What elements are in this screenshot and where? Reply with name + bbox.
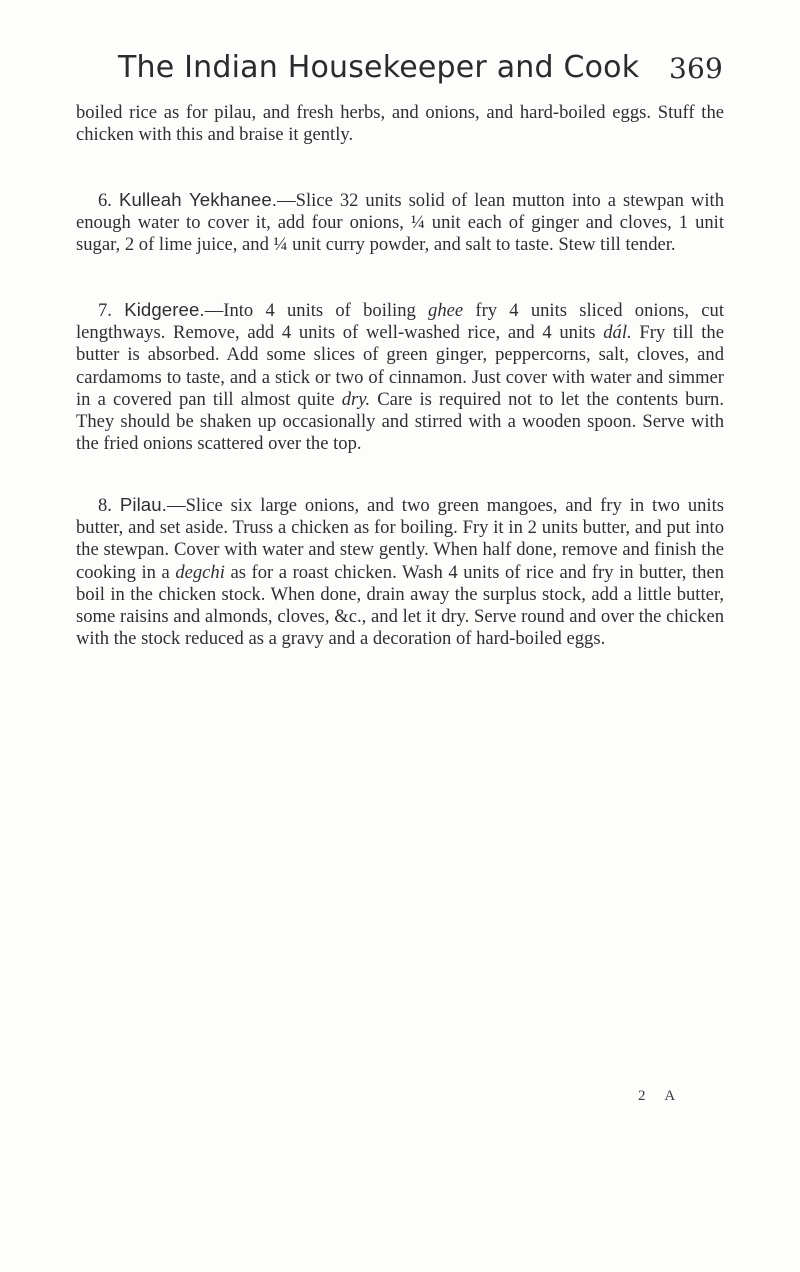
recipe-7-text-3: Fry till the butter is absorbed. Add some slices of green ginger, peppercorns, salt, cloves, and cardamoms to taste, and a stick or two of cinnamon. Just cover with water and simmer in a covered pan till almost quite	[76, 322, 724, 410]
recipe-7-title: Kidgeree.	[124, 299, 205, 320]
continuation-text: boiled rice as for pilau, and fresh herbs, and onions, and hard-boiled eggs. Stuff the chicken with this and braise it gently.	[76, 102, 724, 146]
recipe-7-text-2: fry 4 units sliced onions, cut lengthways. Remove, add 4 units of well-washed rice, and 4 units	[76, 300, 724, 344]
recipe-7-term-dry: dry.	[341, 388, 371, 410]
recipe-7	[76, 299, 724, 455]
recipe-8-paragraph	[76, 494, 724, 650]
signature-mark: 2 A	[638, 1088, 684, 1104]
recipe-7-text-1: —Into 4 units of boiling	[204, 300, 429, 321]
recipe-8-term-degchi: degchi	[175, 561, 225, 583]
running-head	[118, 50, 723, 94]
continuation-paragraph	[76, 102, 724, 146]
recipe-8-number: 8.	[98, 495, 112, 516]
recipe-8-text-1: —Slice six large onions, and two green mangoes, and fry in two units butter, and set aside. Truss a chicken as for boiling. Fry it in 2 units butter, and put into the stewpan. Cover with water and stew gently. When half done, remove and finish the cooking in a	[76, 495, 724, 583]
recipe-8	[76, 494, 724, 650]
recipe-7-number: 7.	[98, 300, 112, 321]
recipe-6	[76, 189, 724, 257]
recipe-6-paragraph	[76, 189, 724, 257]
recipe-6-number: 6.	[98, 190, 112, 211]
recipe-7-text-4: Care is required not to let the contents burn. They should be shaken up occasionally and stirred with a wooden spoon. Serve with the fried onions scattered over the top.	[76, 388, 724, 455]
recipe-7-paragraph	[76, 299, 724, 455]
book-title: The Indian Housekeeper and Cook	[118, 50, 640, 85]
recipe-8-text-2: as for a roast chicken. Wash 4 units of rice and fry in butter, then boil in the chicken stock. When done, drain away the surplus stock, add a little butter, some raisins and almonds, cloves, &c., and let it dry. Serve round and over the chicken with the stock reduced as a gravy and a decoration of hard-boiled eggs.	[76, 561, 724, 650]
recipe-7-term-dal: dál.	[603, 322, 632, 344]
recipe-6-text: —Slice 32 units solid of lean mutton into a stewpan with enough water to cover it, add four onions, ¼ unit each of ginger and cloves, 1 unit sugar, 2 of lime juice, and ¼ unit curry powder, and salt to taste. Stew till tender.	[76, 190, 724, 256]
recipe-6-title: Kulleah Yekhanee.	[118, 189, 278, 210]
recipe-8-title: Pilau.	[119, 494, 167, 515]
page-number: 369	[668, 52, 723, 85]
recipe-7-term-ghee: ghee	[428, 300, 464, 321]
